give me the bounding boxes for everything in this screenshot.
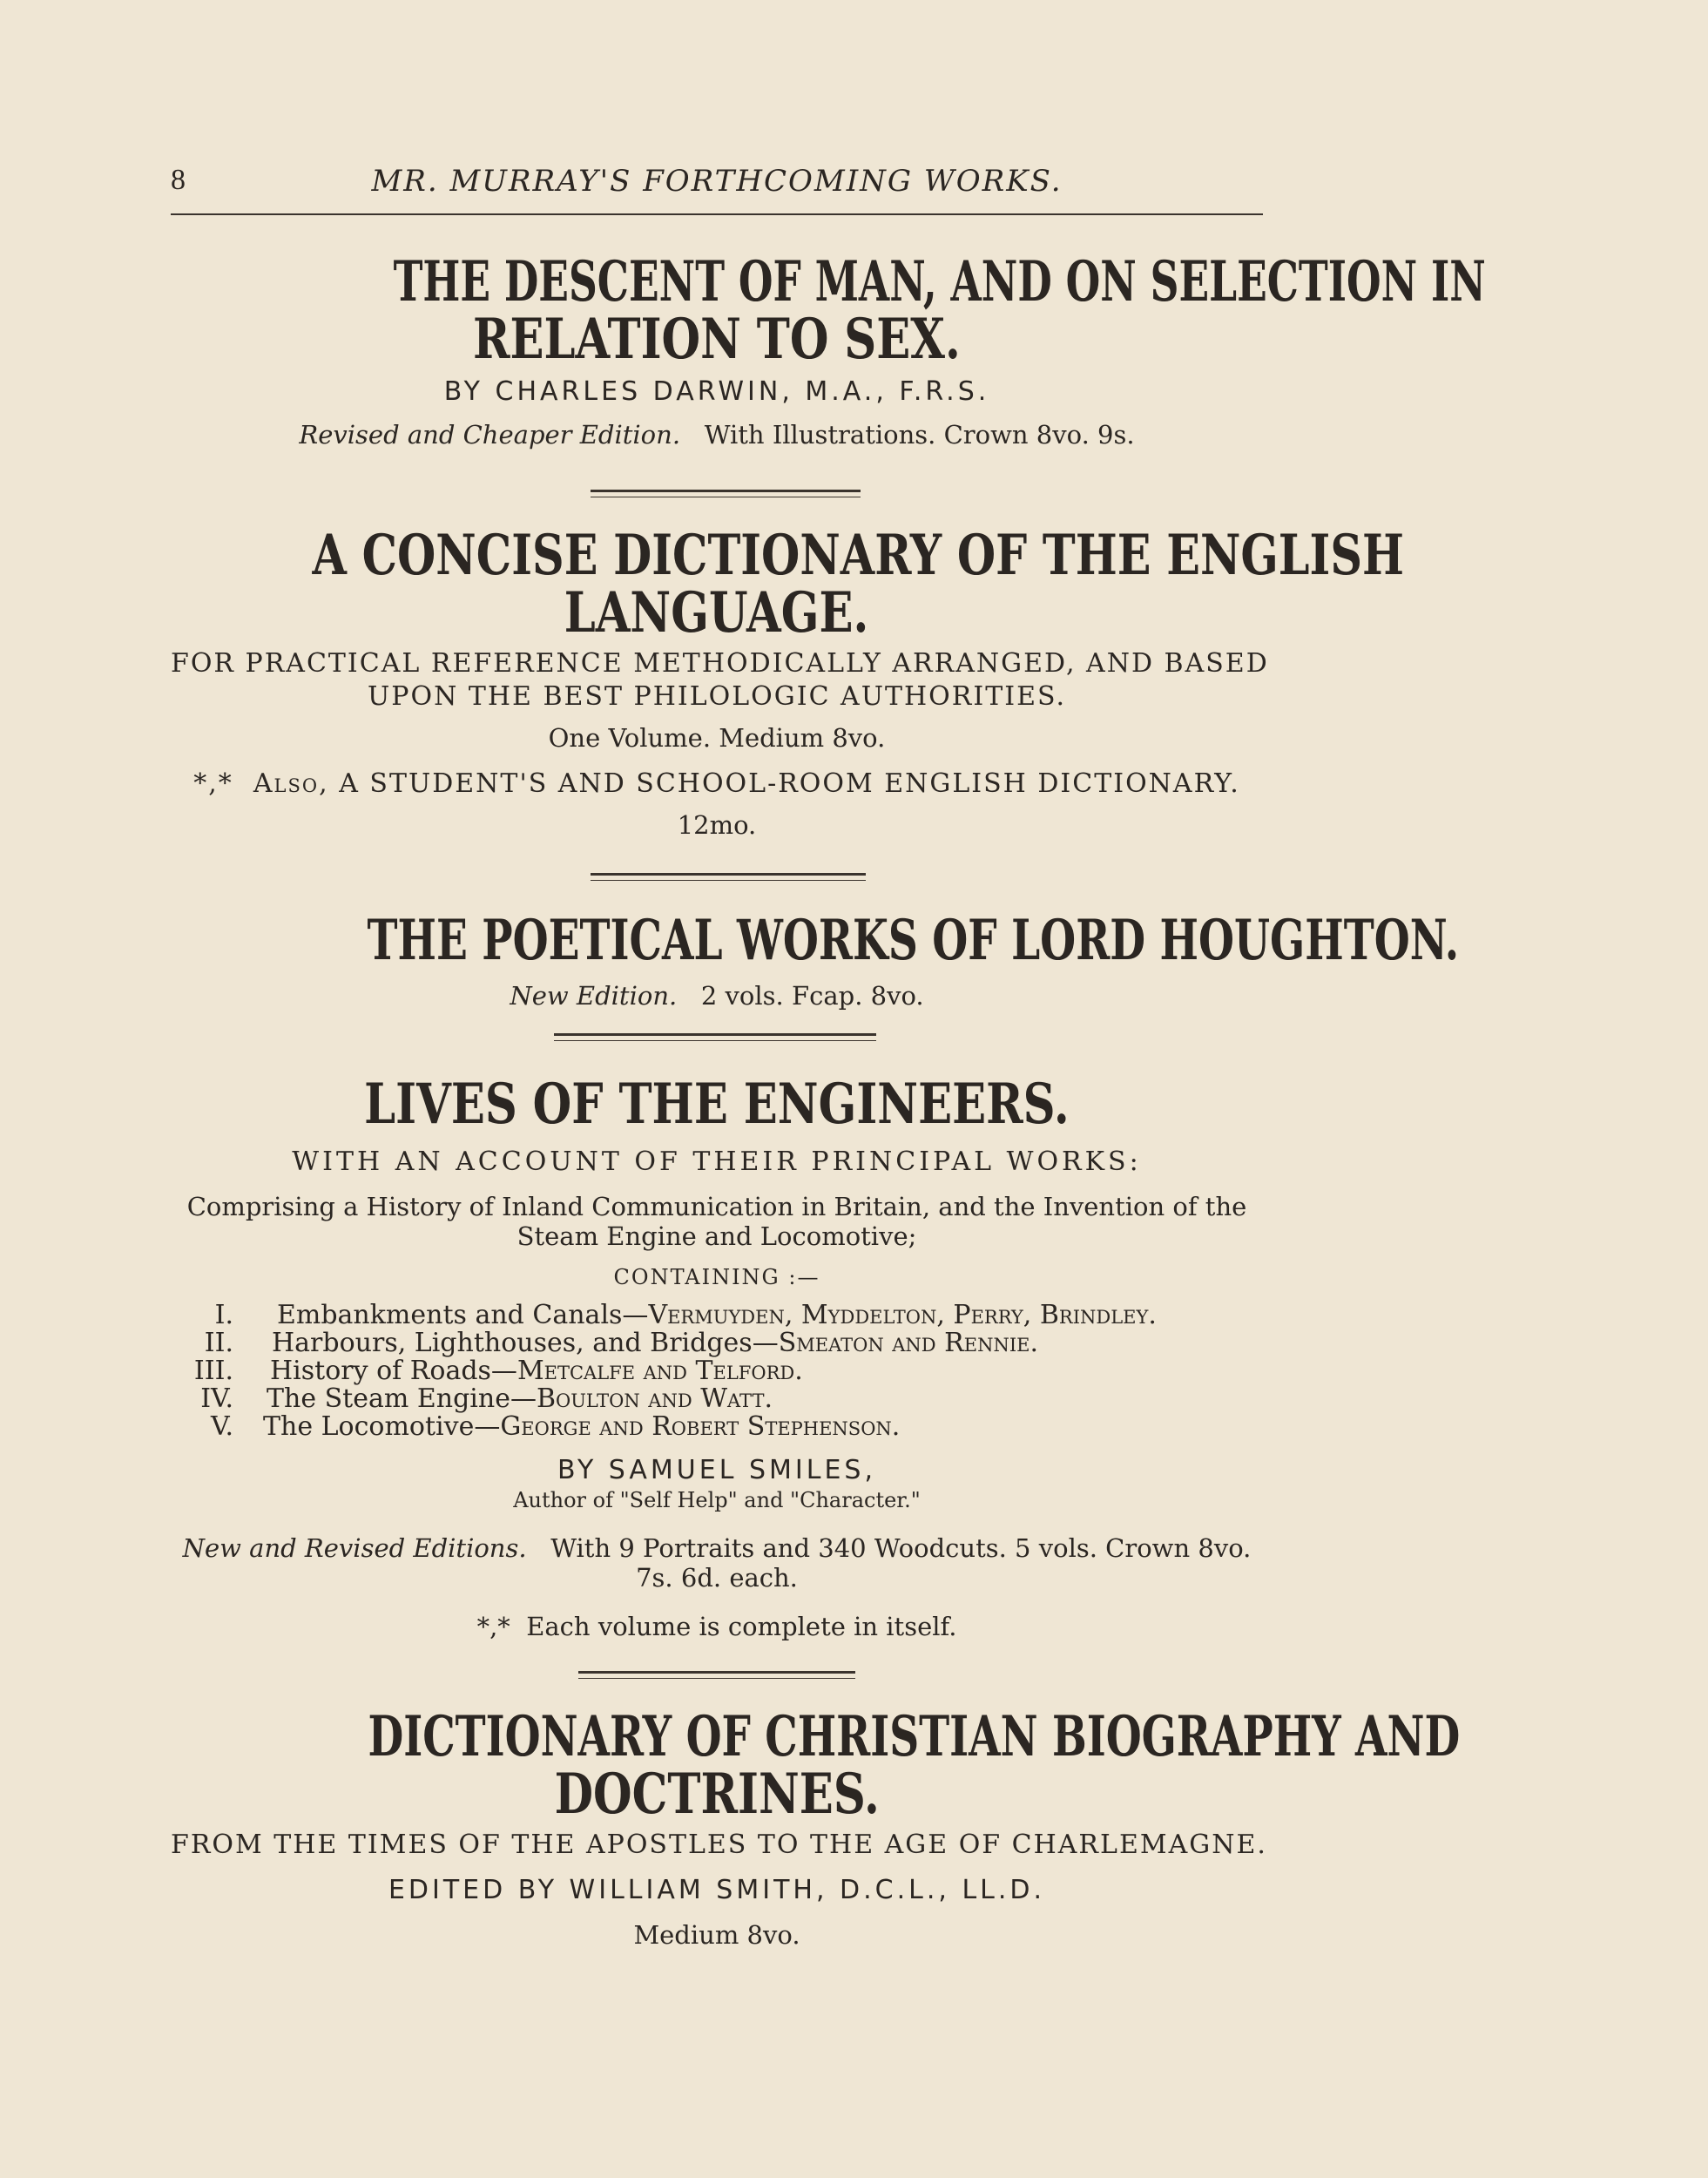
entry-edition-line bbox=[171, 420, 1263, 450]
section-separator bbox=[578, 1671, 855, 1673]
entry-edition-line bbox=[171, 1533, 1263, 1563]
entry-subtitle: FROM THE TIMES OF THE APOSTLES TO THE AGE OF CHARLEMAGNE. bbox=[171, 1830, 1267, 1860]
entry-note-line2: 12mo. bbox=[677, 810, 757, 840]
entry-byline: BY SAMUEL SMILES, bbox=[557, 1455, 876, 1485]
entry-title-line1: A CONCISE DICTIONARY OF THE ENGLISH bbox=[312, 523, 1405, 588]
entry-title-line2: DOCTRINES. bbox=[554, 1762, 880, 1827]
page-number: 8 bbox=[171, 164, 186, 196]
entry-title-line1: DICTIONARY OF CHRISTIAN BIOGRAPHY AND bbox=[368, 1704, 1461, 1769]
item-names: George and Robert Stephenson. bbox=[500, 1411, 901, 1442]
running-header bbox=[171, 164, 1263, 199]
entry-byline: BY CHARLES DARWIN, M.A., F.R.S. bbox=[443, 376, 990, 407]
entry-details: Medium 8vo. bbox=[633, 1920, 800, 1950]
entry-title-line2: LANGUAGE. bbox=[564, 580, 869, 646]
item-number: III. bbox=[193, 1356, 233, 1386]
edition-label: Revised and Cheaper Edition. bbox=[299, 420, 681, 450]
item-text: The Steam Engine— bbox=[267, 1383, 537, 1414]
entry-description-line1: Comprising a History of Inland Communication in Britain, and the Invention of the bbox=[186, 1192, 1247, 1221]
asterism-mark: *,* bbox=[476, 1612, 510, 1641]
list-item bbox=[181, 1328, 1038, 1358]
section-separator bbox=[591, 873, 866, 875]
item-names: Boulton and Watt. bbox=[536, 1383, 773, 1414]
item-text: History of Roads— bbox=[270, 1356, 517, 1386]
entry-title-line1: THE DESCENT OF MAN, AND ON SELECTION IN bbox=[393, 249, 1486, 315]
running-title: MR. MURRAY'S FORTHCOMING WORKS. bbox=[371, 164, 1063, 199]
entry-concise-dictionary bbox=[171, 523, 1405, 840]
edition-label: New Edition. bbox=[510, 981, 678, 1011]
entry-lives-of-engineers bbox=[171, 1072, 1263, 1300]
entry-poetical-works bbox=[171, 908, 1460, 1011]
note-text: Each volume is complete in itself. bbox=[526, 1612, 957, 1641]
author-note: Author of "Self Help" and "Character." bbox=[513, 1488, 921, 1512]
entry-title-line2: RELATION TO SEX. bbox=[473, 307, 961, 372]
entry-subtitle-line2: UPON THE BEST PHILOLOGIC AUTHORITIES. bbox=[368, 681, 1066, 712]
item-number: I. bbox=[214, 1300, 233, 1330]
item-text: The Locomotive— bbox=[263, 1411, 501, 1442]
entry-descent-of-man bbox=[171, 249, 1486, 450]
list-item bbox=[181, 1356, 803, 1386]
item-number: V. bbox=[211, 1411, 233, 1442]
entry-byline: EDITED BY WILLIAM SMITH, D.C.L., LL.D. bbox=[388, 1875, 1046, 1905]
item-names: Vermuyden, Myddelton, Perry, Brindley. bbox=[648, 1300, 1157, 1330]
entry-details: One Volume. Medium 8vo. bbox=[548, 723, 886, 753]
entry-title-line1: LIVES OF THE ENGINEERS. bbox=[364, 1072, 1070, 1137]
list-item bbox=[181, 1411, 901, 1442]
entry-subtitle: WITH AN ACCOUNT OF THEIR PRINCIPAL WORKS: bbox=[292, 1146, 1142, 1177]
section-separator bbox=[591, 490, 861, 491]
note-prefix: Also, bbox=[253, 768, 329, 799]
entry-note bbox=[171, 768, 1263, 810]
edition-details: With Illustrations. Crown 8vo. 9s. bbox=[704, 420, 1135, 450]
containing-label: CONTAINING :— bbox=[613, 1265, 820, 1289]
edition-details-line2: 7s. 6d. each. bbox=[636, 1563, 798, 1593]
entry-note bbox=[171, 1612, 1263, 1641]
note-text: A STUDENT'S AND SCHOOL-ROOM ENGLISH DICTIONARY. bbox=[339, 768, 1240, 799]
contents-list bbox=[181, 1302, 1261, 1450]
edition-details: 2 vols. Fcap. 8vo. bbox=[700, 981, 924, 1011]
entry-edition-line bbox=[171, 981, 1263, 1011]
item-number: II. bbox=[204, 1328, 233, 1358]
entry-title-line1: THE POETICAL WORKS OF LORD HOUGHTON. bbox=[367, 908, 1460, 973]
edition-details: With 9 Portraits and 340 Woodcuts. 5 vols. Crown 8vo. bbox=[550, 1533, 1252, 1563]
entry-description-line2: Steam Engine and Locomotive; bbox=[516, 1221, 917, 1251]
list-item bbox=[181, 1300, 1157, 1330]
item-text: Harbours, Lighthouses, and Bridges— bbox=[272, 1328, 779, 1358]
header-rule bbox=[171, 213, 1263, 215]
entry-christian-biography bbox=[171, 1704, 1461, 1950]
item-text: Embankments and Canals— bbox=[277, 1300, 649, 1330]
item-names: Smeaton and Rennie. bbox=[778, 1328, 1038, 1358]
section-separator bbox=[554, 1033, 876, 1035]
item-names: Metcalfe and Telford. bbox=[516, 1356, 803, 1386]
asterism-mark: *,* bbox=[193, 768, 233, 799]
list-item bbox=[181, 1383, 773, 1414]
entry-lives-of-engineers-footer bbox=[171, 1455, 1263, 1641]
edition-label: New and Revised Editions. bbox=[182, 1533, 527, 1563]
entry-subtitle-line1: FOR PRACTICAL REFERENCE METHODICALLY ARRANGED, AND BASED bbox=[171, 648, 1269, 679]
item-number: IV. bbox=[200, 1383, 233, 1414]
